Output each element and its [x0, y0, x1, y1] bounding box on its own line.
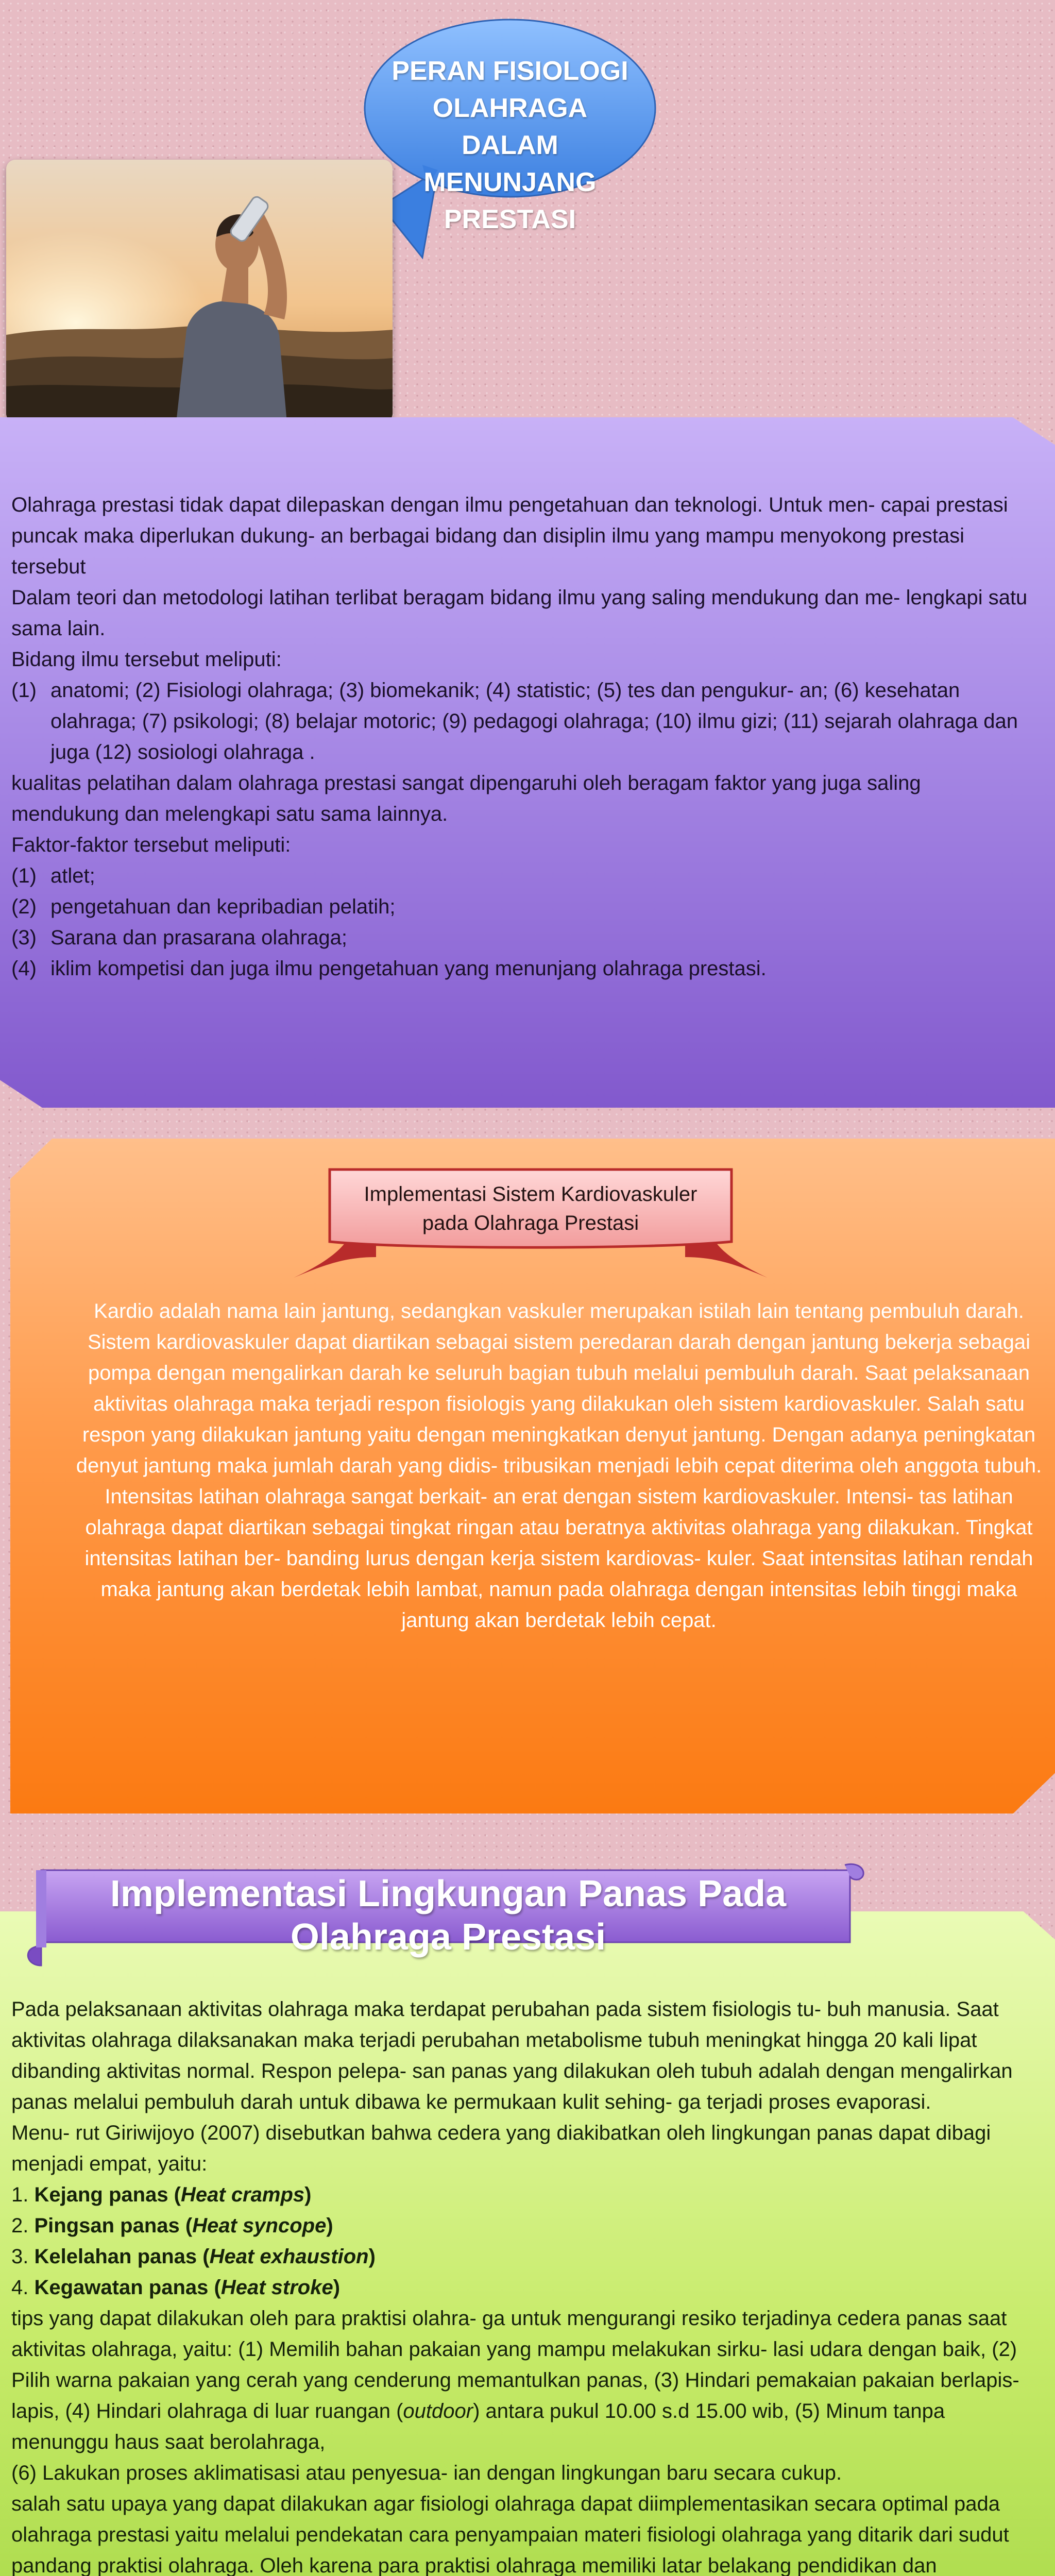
intro-paragraph: Dalam teori dan metodologi latihan terlibat beragam bidang ilmu yang saling mendukung dan me- lengkapi satu sama lain.: [11, 586, 1028, 640]
injury-english: Heat cramps: [181, 2183, 305, 2206]
injury-name: Pingsan panas: [34, 2214, 180, 2237]
intro-text: [11, 489, 1031, 984]
cardio-ribbon-banner: [294, 1159, 768, 1283]
list-text: atlet;: [50, 865, 95, 887]
heat-paragraph: salah satu upaya yang dapat dilakukan agar fisiologi olahraga dapat diimplementasikan secara optimal pada olahraga prestasi yaitu melalui pendekatan cara penyampaian materi fisiologi olahraga yang ditarik dari sudut pandang praktisi olahraga. Oleh karena para praktisi olahraga memiliki latar belakang pendidikan dan: [11, 2493, 1009, 2576]
tips-text: ) antara pukul 10.00 s.d 15.00 wib, (5) Minum tanpa menunggu haus saat berolahraga,: [11, 2400, 945, 2453]
list-number: (4): [11, 957, 37, 980]
heat-text: [11, 1994, 1036, 2576]
injury-list-item: 3. Kelelahan panas (Heat exhaustion): [11, 2245, 376, 2268]
title-line: PERAN FISIOLOGI: [392, 56, 628, 86]
heat-scroll-banner: [21, 1855, 871, 1973]
injury-english: Heat exhaustion: [209, 2245, 369, 2268]
title-line: pada Olahraga Prestasi: [422, 1212, 639, 1234]
intro-paragraph: Faktor-faktor tersebut meliputi:: [11, 834, 291, 856]
fields-list-item: [11, 675, 1031, 768]
list-text: iklim kompetisi dan juga ilmu pengetahuan yang menunjang olahraga prestasi.: [50, 957, 767, 980]
factor-list-item: [11, 953, 1031, 984]
intro-paragraph: Olahraga prestasi tidak dapat dilepaskan dengan ilmu pengetahuan dan teknologi. Untuk men- capai prestasi puncak maka diperlukan dukung- an berbagai bidang dan disiplin ilmu yang mampu menyokong prestasi tersebut: [11, 494, 1008, 578]
list-number: 3.: [11, 2245, 29, 2268]
intro-paragraph: kualitas pelatihan dalam olahraga prestasi sangat dipengaruhi oleh beragam faktor yang juga saling mendukung dan melengkapi satu sama lainnya.: [11, 772, 921, 825]
tips-paragraph: (6) Lakukan proses aklimatisasi atau penyesua- ian dengan lingkungan baru secara cukup.: [11, 2462, 842, 2484]
intro-paragraph: Bidang ilmu tersebut meliputi:: [11, 648, 282, 671]
title-line: Implementasi Lingkungan Panas Pada: [110, 1873, 787, 1914]
factor-list-item: [11, 922, 1031, 953]
cardio-text: [72, 1296, 1046, 1636]
tips-paragraph: [11, 2303, 1036, 2458]
list-number: (1): [11, 865, 37, 887]
injury-english: Heat syncope: [192, 2214, 327, 2237]
injury-name: Kejang panas: [34, 2183, 168, 2206]
list-number: (1): [11, 679, 37, 702]
list-number: (3): [11, 926, 37, 949]
list-text: pengetahuan dan kepribadian pelatih;: [50, 895, 396, 918]
tips-text: tips yang dapat dilakukan oleh para praktisi olahra- ga untuk mengurangi resiko terjadinya cedera panas saat aktivitas olahraga, yaitu: (1) Memilih bahan pakaian yang mampu melakukan sirku- lasi udara dengan baik, (2) Pilih warna pakaian yang cerah yang cenderung memantulkan panas, (3) Hindari pemakaian pakaian berlapis- lapis, (4) Hindari olahraga di luar ruangan (: [11, 2307, 1019, 2422]
heat-title: [57, 1872, 840, 1959]
list-text: anatomi; (2) Fisiologi olahraga; (3) biomekanik; (4) statistic; (5) tes dan pengukur- an; (6) kesehatan olahraga; (7) psikologi; (8) belajar motoric; (9) pedagogi olahraga; (10) ilmu gizi; (11) sejarah olahraga dan juga (12) sosiologi olahraga .: [50, 679, 1018, 764]
title-line: Implementasi Sistem Kardiovaskuler: [364, 1183, 697, 1206]
athlete-drinking-image: [6, 160, 393, 422]
injury-name: Kegawatan panas: [34, 2276, 209, 2299]
title-line: MENUNJANG PRESTASI: [423, 167, 597, 234]
factor-list-item: [11, 891, 1031, 922]
list-text: Sarana dan prasarana olahraga;: [50, 926, 347, 949]
cardio-paragraph: Intensitas latihan olahraga sangat berkait- an erat dengan sistem kardiovaskuler. Intensi- tas latihan olahraga dapat diartikan sebagai tingkat ringan atau beratnya aktivitas olahraga yang dilakukan. Tingkat intensitas latihan ber- banding lurus dengan kerja sistem kardiovas- kuler. Saat intensitas latihan rendah maka jantung akan berdetak lebih lambat, namun pada olahraga dengan intensitas lebih tinggi maka jantung akan berdetak lebih cepat.: [84, 1485, 1033, 1632]
hero-photo: [6, 160, 393, 422]
page-title: [381, 53, 639, 238]
injury-list-item: 1. Kejang panas (Heat cramps): [11, 2183, 312, 2206]
list-number: (2): [11, 895, 37, 918]
factor-list-item: [11, 860, 1031, 891]
list-number: 4.: [11, 2276, 29, 2299]
injury-english: Heat stroke: [220, 2276, 333, 2299]
cardio-title: [325, 1180, 737, 1238]
title-line: Olahraga Prestasi: [290, 1917, 606, 1958]
tips-outdoor: outdoor: [403, 2400, 473, 2422]
list-number: 2.: [11, 2214, 29, 2237]
list-number: 1.: [11, 2183, 29, 2206]
cardio-paragraph: Kardio adalah nama lain jantung, sedangkan vaskuler merupakan istilah lain tentang pembuluh darah. Sistem kardiovaskuler dapat diartikan sebagai sistem peredaran darah dengan jantung bekerja sebagai pompa dengan mengalirkan darah ke seluruh bagian tubuh melalui pembuluh darah. Saat pelaksanaan aktivitas olahraga maka terjadi respon fisiologis yang dilakukan oleh sistem kardiovaskuler. Salah satu respon yang dilakukan jantung yaitu dengan meningkatkan denyut jantung. Dengan adanya peningkatan denyut jantung maka jumlah darah yang didis- tribusikan menjadi lebih cepat diterima oleh anggota tubuh.: [76, 1300, 1042, 1477]
injury-list-item: 2. Pingsan panas (Heat syncope): [11, 2214, 333, 2237]
title-bubble: [361, 15, 659, 273]
injury-name: Kelelahan panas: [34, 2245, 197, 2268]
heat-paragraph: Pada pelaksanaan aktivitas olahraga maka terdapat perubahan pada sistem fisiologis tu- buh manusia. Saat aktivitas olahraga dilaksanakan maka terjadi perubahan metabolisme tubuh meningkat hingga 20 kali lipat dibanding aktivitas normal. Respon pelepa- san panas yang dilakukan oleh tubuh adalah dengan mengalirkan panas melalui pembuluh darah untuk dibawa ke permukaan kulit sehing- ga terjadi proses evaporasi.: [11, 1998, 1013, 2113]
heat-paragraph: Menu- rut Giriwijoyo (2007) disebutkan bahwa cedera yang diakibatkan oleh lingkungan panas dapat dibagi menjadi empat, yaitu:: [11, 2122, 991, 2175]
injury-list-item: 4. Kegawatan panas (Heat stroke): [11, 2276, 341, 2299]
title-line: OLAHRAGA DALAM: [432, 93, 588, 160]
